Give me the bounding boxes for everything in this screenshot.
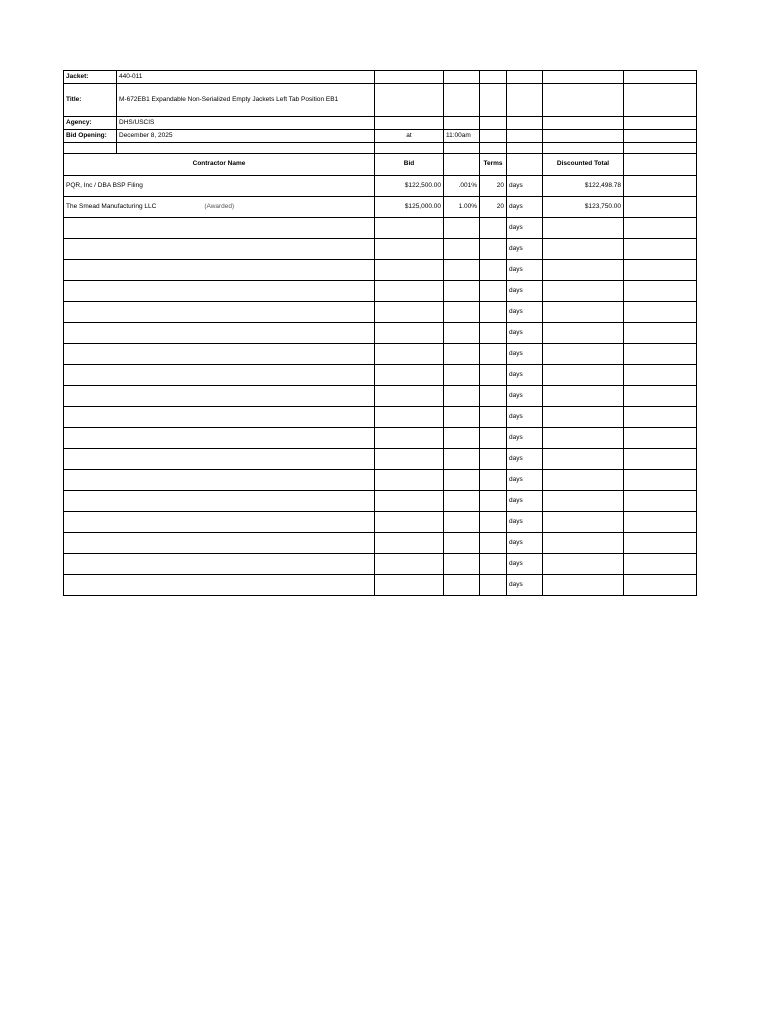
days-label: days bbox=[507, 344, 543, 365]
days-label: days bbox=[507, 533, 543, 554]
bid-abstract-table bbox=[63, 70, 697, 596]
discounted-total: $122,498.78 bbox=[543, 176, 624, 197]
days-label: days bbox=[507, 575, 543, 596]
contractor-name: PQR, Inc / DBA BSP Filing bbox=[64, 176, 375, 197]
award-note: (Awarded) bbox=[204, 202, 235, 210]
empty-table-row bbox=[64, 302, 697, 323]
empty-table-row bbox=[64, 281, 697, 302]
days-label: days bbox=[507, 449, 543, 470]
empty-table-row bbox=[64, 218, 697, 239]
term-days: 20 bbox=[480, 197, 507, 218]
table-row bbox=[64, 176, 697, 197]
jacket-row bbox=[64, 71, 697, 84]
empty-table-row bbox=[64, 386, 697, 407]
empty-table-row bbox=[64, 365, 697, 386]
empty-table-row bbox=[64, 554, 697, 575]
jacket-value: 440-011 bbox=[117, 71, 375, 84]
empty-table-row bbox=[64, 491, 697, 512]
agency-value: DHS/USCIS bbox=[117, 117, 375, 130]
empty-table-row bbox=[64, 323, 697, 344]
title-row bbox=[64, 84, 697, 117]
empty-table-row bbox=[64, 512, 697, 533]
days-label: days bbox=[507, 323, 543, 344]
empty-table-row bbox=[64, 533, 697, 554]
days-label: days bbox=[507, 302, 543, 323]
days-label: days bbox=[507, 281, 543, 302]
discount-rate: .001% bbox=[444, 176, 480, 197]
days-label: days bbox=[507, 260, 543, 281]
days-label: days bbox=[507, 386, 543, 407]
days-label: days bbox=[507, 365, 543, 386]
days-label: days bbox=[507, 197, 543, 218]
days-label: days bbox=[507, 239, 543, 260]
empty-table-row bbox=[64, 407, 697, 428]
spacer-row bbox=[64, 143, 697, 154]
bid-amount: $122,500.00 bbox=[375, 176, 444, 197]
days-label: days bbox=[507, 512, 543, 533]
discounted-total: $123,750.00 bbox=[543, 197, 624, 218]
empty-table-row bbox=[64, 449, 697, 470]
title-label: Title: bbox=[64, 84, 117, 117]
header-row bbox=[64, 154, 697, 176]
term-days: 20 bbox=[480, 176, 507, 197]
bid-opening-label: Bid Opening: bbox=[64, 130, 117, 143]
days-label: days bbox=[507, 470, 543, 491]
empty-table-row bbox=[64, 470, 697, 491]
bid-opening-time: 11:00am bbox=[444, 130, 480, 143]
terms-header: Terms bbox=[480, 154, 507, 176]
bid-opening-date: December 8, 2025 bbox=[117, 130, 375, 143]
table-row bbox=[64, 197, 697, 218]
days-label: days bbox=[507, 554, 543, 575]
days-label: days bbox=[507, 176, 543, 197]
title-value: M-672EB1 Expandable Non-Serialized Empty Jackets Left Tab Position EB1 bbox=[117, 84, 375, 117]
empty-table-row bbox=[64, 428, 697, 449]
discount-rate: 1.00% bbox=[444, 197, 480, 218]
days-label: days bbox=[507, 218, 543, 239]
empty-table-row bbox=[64, 575, 697, 596]
agency-label: Agency: bbox=[64, 117, 117, 130]
contractor-name-header: Contractor Name bbox=[64, 154, 375, 176]
empty-table-row bbox=[64, 260, 697, 281]
days-label: days bbox=[507, 407, 543, 428]
contractor-name: The Smead Manufacturing LLC (Awarded) bbox=[64, 197, 375, 218]
empty-table-row bbox=[64, 344, 697, 365]
discounted-total-header: Discounted Total bbox=[543, 154, 624, 176]
empty-table-row bbox=[64, 239, 697, 260]
bid-opening-row bbox=[64, 130, 697, 143]
agency-row bbox=[64, 117, 697, 130]
days-label: days bbox=[507, 428, 543, 449]
bid-amount: $125,000.00 bbox=[375, 197, 444, 218]
jacket-label: Jacket: bbox=[64, 71, 117, 84]
at-label: at bbox=[375, 130, 444, 143]
bid-header: Bid bbox=[375, 154, 444, 176]
days-label: days bbox=[507, 491, 543, 512]
